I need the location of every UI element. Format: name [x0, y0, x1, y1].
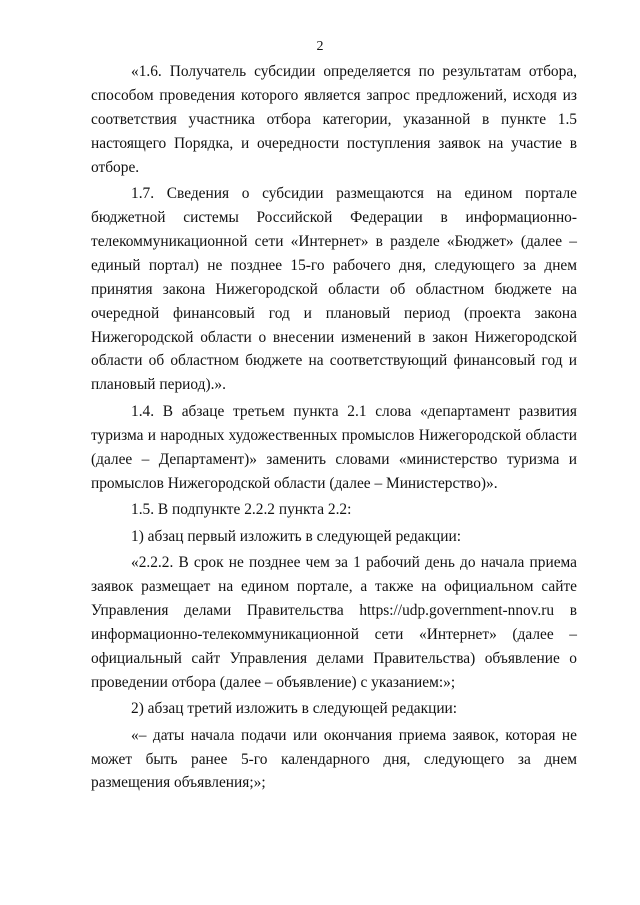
- paragraph-amendment-1-5: 1.5. В подпункте 2.2.2 пункта 2.2:: [131, 501, 352, 519]
- document-body: [91, 60, 577, 798]
- paragraph-dates-clause: «– даты начала подачи или окончания приема заявок, которая не может быть ранее 5-го календарного дня, следующего за днем размещения объявления;»;: [91, 726, 577, 792]
- paragraph-2-2-2: «2.2.2. В срок не позднее чем за 1 рабочий день до начала приема заявок размещает на едином портале, а также на официальном сайте Управления делами Правительства https://udp.government-nnov.ru в информационно-телекоммуникационной сети «Интернет» (далее – официальный сайт Управления делами Правительства) объявление о проведении отбора (далее – объявление) с указанием:»;: [91, 554, 577, 691]
- page-number: 2: [316, 39, 324, 54]
- paragraph-1-6: «1.6. Получатель субсидии определяется по результатам отбора, способом проведения которого является запрос предложений, исходя из соответствия участника отбора категории, указанной в пункте 1.5 настоящего Порядка, и очередности поступления заявок на участие в отборе.: [91, 63, 577, 176]
- paragraph-amendment-1-4: 1.4. В абзаце третьем пункта 2.1 слова «департамент развития туризма и народных художественных промыслов Нижегородской области (далее – Департамент)» заменить словами «министерство туризма и промыслов Нижегородской области (далее – Министерство)».: [91, 402, 577, 492]
- paragraph-subitem-2: 2) абзац третий изложить в следующей редакции:: [131, 700, 458, 718]
- paragraph-1-7: 1.7. Сведения о субсидии размещаются на едином портале бюджетной системы Российской Федерации в информационно-телекоммуникационной сети «Интернет» в разделе «Бюджет» (далее – единый портал) не позднее 15-го рабочего дня, следующего за днем принятия закона Нижегородской области об областном бюджете на очередной финансовый год и плановый период (проекта закона Нижегородской области о внесении изменений в закон Нижегородской области об областном бюджете на соответствующий финансовый год и плановый период).».: [91, 185, 577, 394]
- paragraph-subitem-1: 1) абзац первый изложить в следующей редакции:: [131, 527, 462, 545]
